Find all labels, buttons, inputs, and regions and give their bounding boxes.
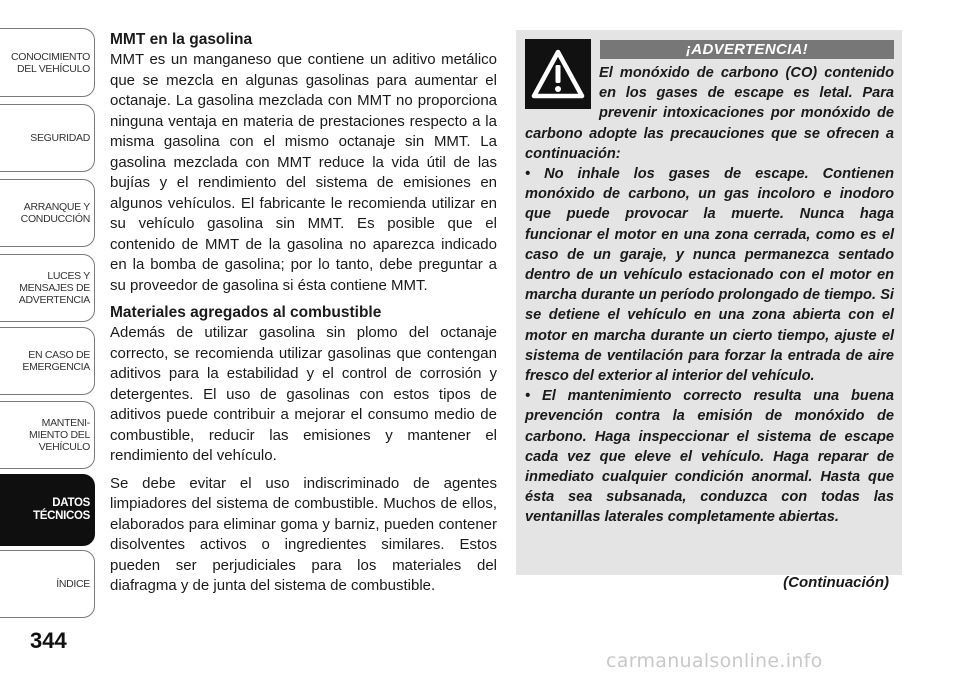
tab-indice[interactable] <box>0 550 95 618</box>
tab-en-caso-de-emergencia[interactable] <box>0 327 95 395</box>
watermark: carmanualsonline.info <box>606 650 823 672</box>
section-title-additives: Materiales agregados al combustible <box>110 304 382 321</box>
paragraph-mmt: MMT es un manganeso que contiene un aditivo metálico que se mezcla en algunas gasolinas para aumentar el octanaje. La gasolina mezclada con MMT no proporciona ninguna ventaja en materia de prestaciones respecto a la misma gasolina con el mismo octanaje sin MMT. La gasolina mezclada con MMT reduce la vida útil de las bujías y el rendimiento del sistema de emisiones en algunos vehículos. El fabricante le recomienda utilizar en su vehículo gasolina sin MMT. Es posible que el contenido de MMT de la gasolina no aparezca indicado en la bomba de gasolina; por lo tanto, debe preguntar a su proveedor de gasolina si ésta contiene MMT. <box>110 51 497 294</box>
tab-label: EN CASO DE EMERGENCIA <box>22 349 90 373</box>
tab-label: LUCES Y MENSAJES DE ADVERTENCIA <box>18 270 90 306</box>
warning-box <box>516 30 902 575</box>
warning-triangle-icon <box>525 39 591 109</box>
tab-mantenimiento[interactable] <box>0 401 95 469</box>
warning-intro: El monóxido de carbono (CO) contenido en los gases de escape es letal. Para prevenir intoxicaciones por monóxido de carbono adopte las precauciones que se ofrecen a continuación: <box>525 65 894 162</box>
page-number: 344 <box>30 628 67 653</box>
tab-label: SEGURIDAD <box>30 132 90 144</box>
tab-luces-y-mensajes[interactable] <box>0 254 95 322</box>
tab-label: ÍNDICE <box>56 578 90 590</box>
tab-conocimiento-del-vehiculo[interactable] <box>0 28 95 97</box>
tab-label: MANTENI- MIENTO DEL VEHÍCULO <box>29 417 90 453</box>
warning-header: ¡ADVERTENCIA! <box>600 40 894 59</box>
tab-label: ARRANQUE Y CONDUCCIÓN <box>20 201 90 225</box>
paragraph-additives: Además de utilizar gasolina sin plomo del octanaje correcto, se recomienda utilizar gasolinas que contengan aditivos para la estabilidad y el control de corrosión y detergentes. El uso de gasolinas con estos tipos de aditivos puede contribuir a mejorar el consumo medio de combustible, reducir las emisiones y mantener el rendimiento del vehículo. <box>110 324 497 464</box>
tab-datos-tecnicos[interactable] <box>0 474 95 546</box>
left-column <box>110 30 497 604</box>
section-title-mmt: MMT en la gasolina <box>110 31 253 48</box>
tab-label: CONOCIMIENTO DEL VEHÍCULO <box>10 50 90 75</box>
warning-bullet: • El mantenimiento correcto resulta una buena prevención contra la emisión de monóxido de carbono. Haga inspeccionar el sistema de escape cada vez que eleve el vehículo. Haga reparar de inmediato cualquier condición anormal. Hasta que ésta sea subsanada, conduzca con todas las ventanillas laterales completamente abiertas. <box>525 388 894 526</box>
warning-bullet: • No inhale los gases de escape. Contienen monóxido de carbono, un gas incoloro e inodoro que puede provocar la muerte. Nunca haga funcionar el motor en una zona cerrada, como es el caso de un garaje, y nunca permanezca sentado dentro de un vehículo estacionado con el motor en marcha durante un período prolongado de tiempo. Si se detiene el vehículo en una zona abierta con el motor en marcha durante un cierto tiempo, ajuste el sistema de ventilación para forzar la entrada de aire fresco del exterior al interior del vehículo. <box>525 166 894 385</box>
continuation-note: (Continuación) <box>783 574 889 591</box>
tab-seguridad[interactable] <box>0 104 95 172</box>
tab-label: DATOS TÉCNICOS <box>32 497 90 522</box>
warning-body <box>525 63 894 528</box>
tab-arranque-y-conduccion[interactable] <box>0 179 95 247</box>
paragraph-cleaners: Se debe evitar el uso indiscriminado de agentes limpiadores del sistema de combustible. Muchos de ellos, elaborados para eliminar goma y barniz, pueden contener disolventes activos o ingredientes similares. Estos pueden ser perjudiciales para los materiales del diafragma y de junta del sistema de combustible. <box>110 474 497 594</box>
